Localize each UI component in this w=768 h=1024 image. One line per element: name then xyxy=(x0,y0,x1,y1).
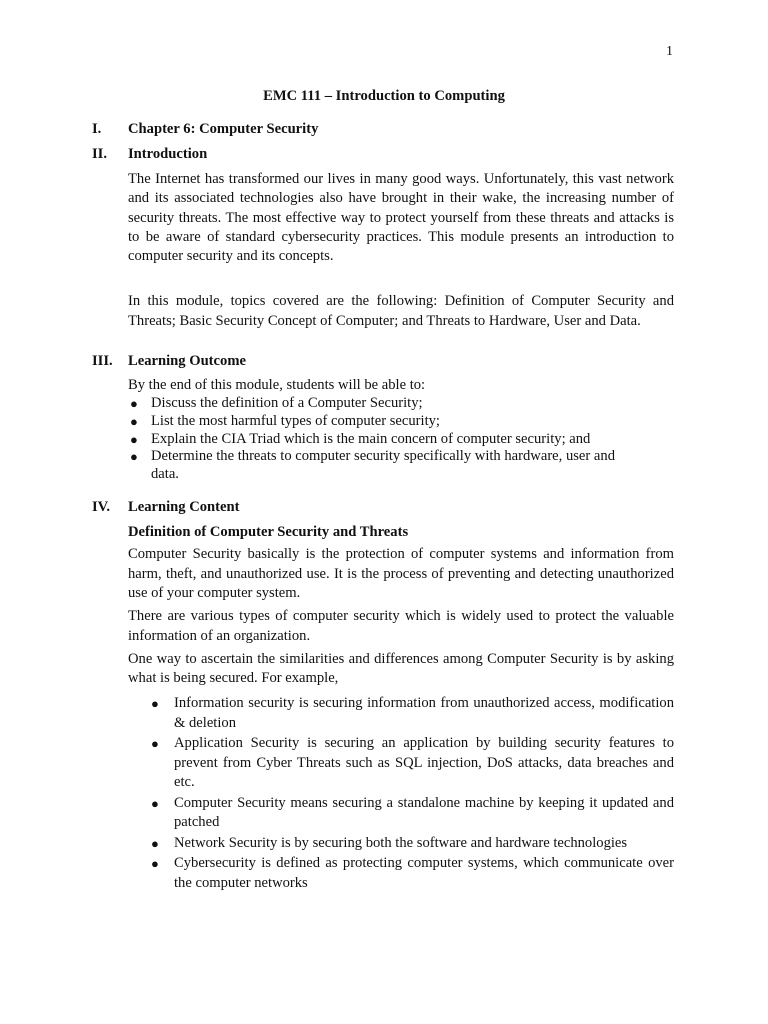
list-item-text: Determine the threats to computer security specifically with hardware, user and data. xyxy=(151,448,615,482)
list-item-text: Cybersecurity is defined as protecting computer systems, which communicate over the computer networks xyxy=(174,855,674,891)
list-item-text: Discuss the definition of a Computer Security; xyxy=(151,395,423,412)
content-paragraph-3: One way to ascertain the similarities and differences among Computer Security is by asking what is being secured. For example, xyxy=(128,650,674,687)
intro-paragraph-2: In this module, topics covered are the following: Definition of Computer Security and Threats; Basic Security Concept of Computer; and Threats to Hardware, User and Data. xyxy=(128,293,674,329)
section-1-heading xyxy=(92,120,674,139)
section-number: I. xyxy=(92,121,102,137)
list-item xyxy=(151,854,674,893)
bullet-icon: ● xyxy=(151,696,159,712)
bullet-icon: ● xyxy=(151,835,159,851)
outcome-intro: By the end of this module, students will be able to: xyxy=(128,377,426,394)
section-title: Introduction xyxy=(128,146,208,162)
list-item-text: Explain the CIA Triad which is the main concern of computer security; and xyxy=(151,430,591,447)
bullet-icon: ● xyxy=(151,795,159,811)
section-2-heading xyxy=(92,145,674,164)
list-item xyxy=(151,734,674,793)
outcome-list xyxy=(128,395,674,483)
list-item xyxy=(128,413,674,431)
content-subheading: Definition of Computer Security and Threats xyxy=(128,524,409,541)
list-item-text: Information security is securing information from unauthorized access, modification & deletion xyxy=(174,695,674,731)
list-item xyxy=(128,395,674,413)
list-item-text: Network Security is by securing both the software and hardware technologies xyxy=(174,834,628,851)
section-3-heading xyxy=(92,352,674,371)
list-item xyxy=(128,431,674,449)
section-4-heading xyxy=(92,498,674,517)
bullet-icon: ● xyxy=(130,449,138,465)
content-paragraph-1: Computer Security basically is the protection of computer systems and information from harm, theft, and unauthorized use. It is the process of preventing and detecting unauthorized use of your computer system. xyxy=(128,546,674,601)
list-item-text: Application Security is securing an application by building security features to prevent from Cyber Threats such as SQL injection, DoS attacks, data breaches and etc. xyxy=(174,735,674,791)
list-item xyxy=(151,694,674,733)
security-types-list xyxy=(151,694,674,893)
document-title: EMC 111 – Introduction to Computing xyxy=(263,88,505,104)
bullet-icon: ● xyxy=(151,736,159,752)
section-number: IV. xyxy=(92,499,110,516)
section-title: Chapter 6: Computer Security xyxy=(128,121,319,137)
list-item xyxy=(151,834,674,854)
document-body xyxy=(92,120,674,893)
list-item xyxy=(151,794,674,833)
list-item-text: Computer Security means securing a standalone machine by keeping it updated and patched xyxy=(174,794,674,831)
intro-paragraph-1: The Internet has transformed our lives in many good ways. Unfortunately, this vast network and its associated technologies also have brought in their wake, the increasing number of security threats. The most effective way to protect yourself from these threats and attacks is to be aware of standard cybersecurity practices. This module presents an introduction to computer security and its concepts. xyxy=(128,171,674,265)
list-item xyxy=(128,448,674,483)
bullet-icon: ● xyxy=(151,856,159,872)
bullet-icon: ● xyxy=(130,413,138,429)
list-item-text: List the most harmful types of computer security; xyxy=(151,412,440,429)
section-number: III. xyxy=(92,353,113,370)
bullet-icon: ● xyxy=(130,431,138,447)
section-number: II. xyxy=(92,146,108,162)
content-paragraph-2: There are various types of computer security which is widely used to protect the valuable information of an organization. xyxy=(128,608,674,644)
section-title: Learning Outcome xyxy=(128,353,246,370)
section-title: Learning Content xyxy=(128,499,240,516)
page-number: 1 xyxy=(666,44,673,59)
bullet-icon: ● xyxy=(130,396,138,412)
